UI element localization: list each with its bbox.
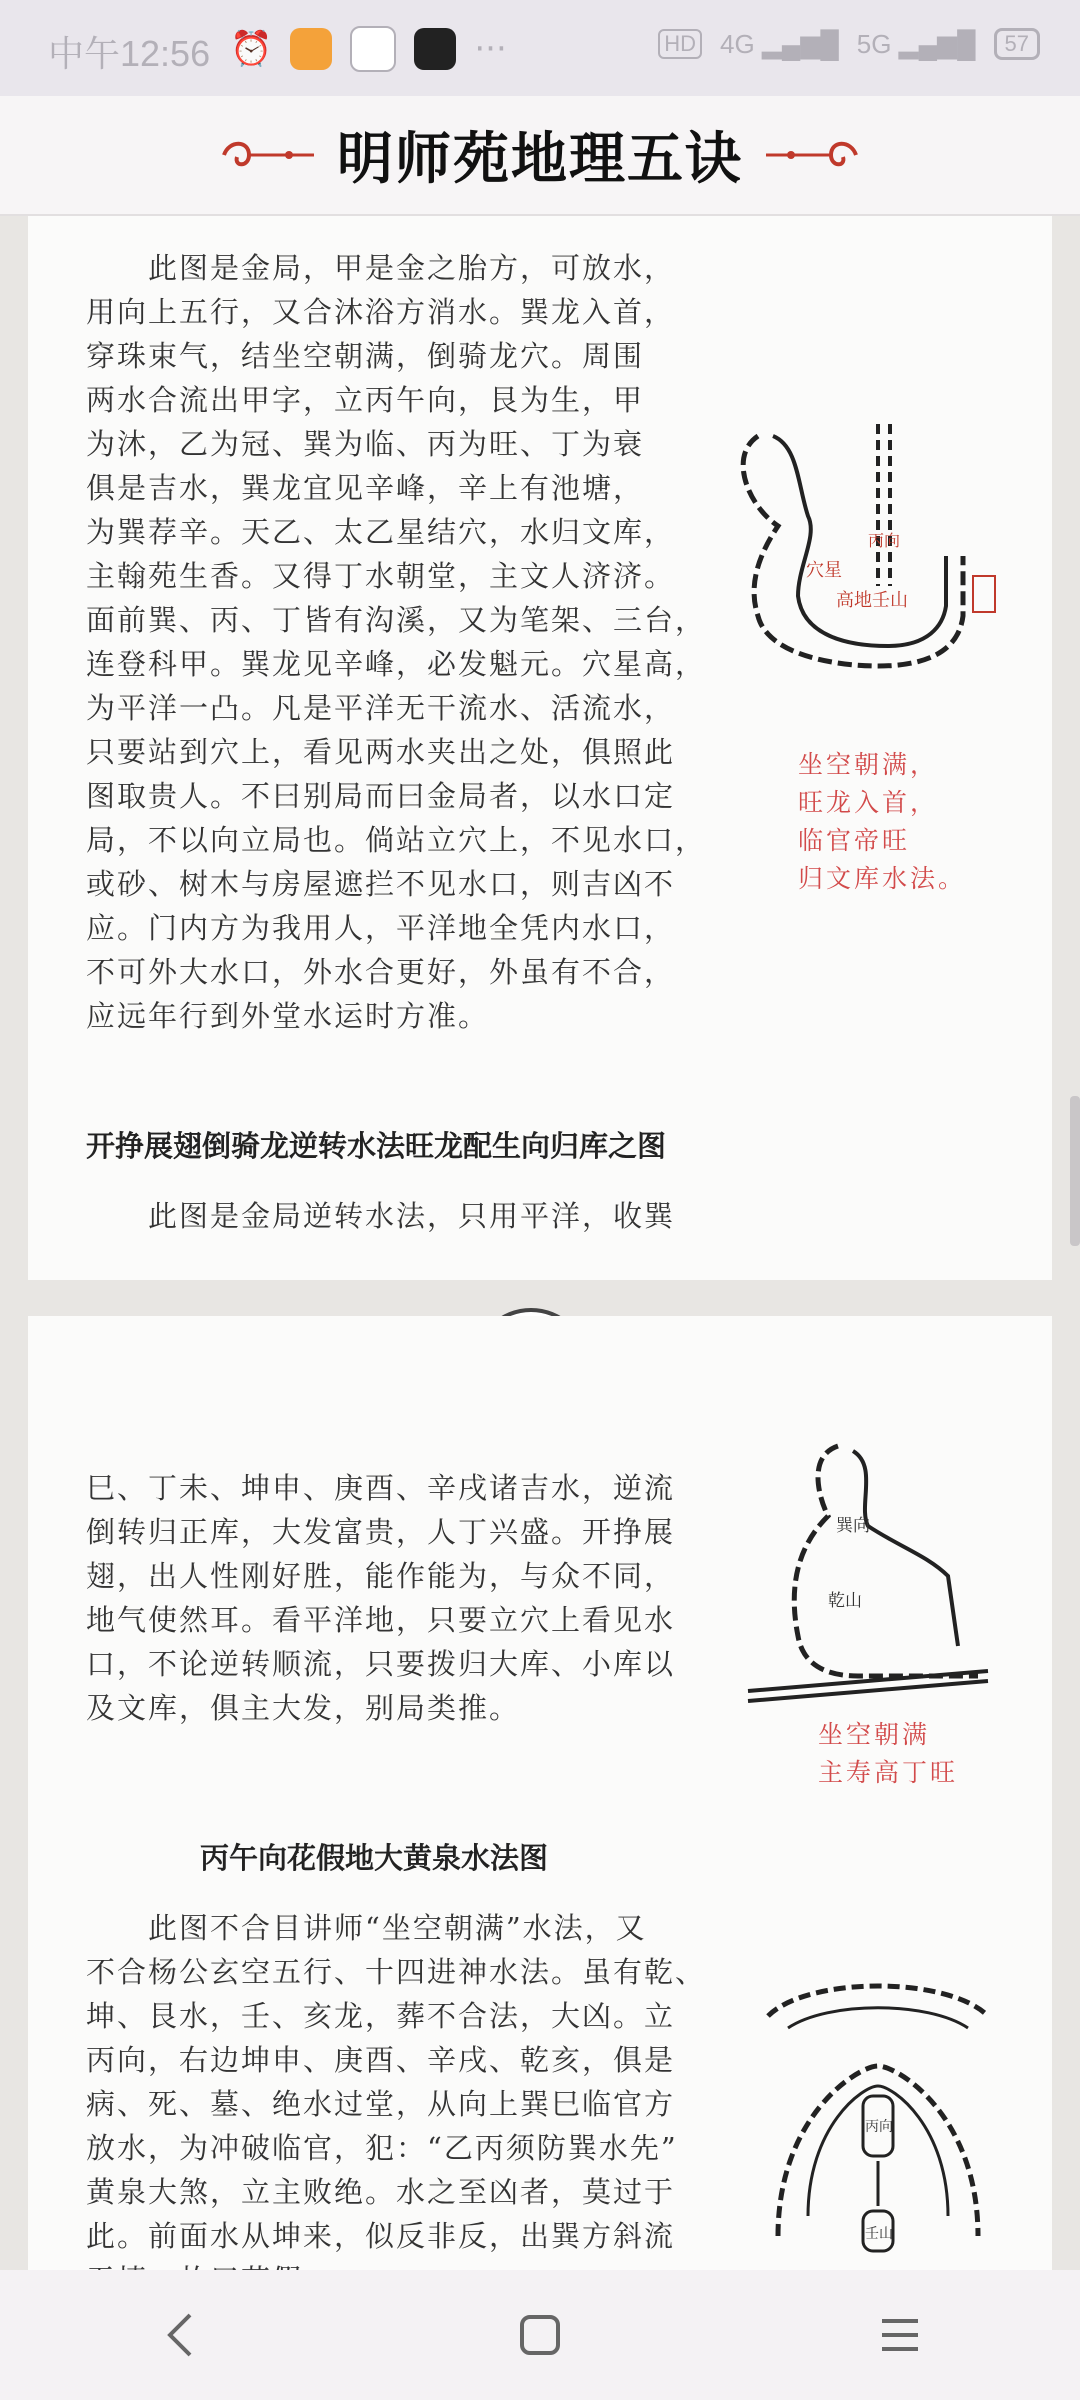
- paragraph-line: 放水，为冲破临官，犯：“乙丙须防巽水先”: [86, 2131, 678, 2165]
- paragraph-line: 穿珠束气，结坐空朝满，倒骑龙穴。周围: [86, 339, 645, 373]
- signal-5g-label: 5G: [856, 28, 892, 59]
- scrollbar-thumb[interactable]: [1070, 1096, 1080, 1246]
- paragraph-line: 用向上五行，又合沐浴方消水。巽龙入首，: [86, 295, 676, 329]
- paragraph-line: 翅，出人性刚好胜，能作能为，与众不同，: [86, 1559, 676, 1593]
- diagram2-caption: [818, 1716, 958, 1792]
- right-ornament-icon: [761, 135, 861, 175]
- home-icon: [518, 2313, 562, 2357]
- diagram-jinju: [718, 416, 1018, 716]
- home-app-icon: [350, 26, 396, 72]
- caption-line: 旺龙入首，: [798, 788, 939, 817]
- paragraph-line: 及文库，俱主大发，别局类推。: [86, 1691, 521, 1725]
- section-heading-1: 开挣展翅倒骑龙逆转水法旺龙配生向归库之图: [86, 1129, 667, 1163]
- paragraph-line: 倒转归正库，大发富贵，人丁兴盛。开挣展: [86, 1515, 676, 1549]
- paragraph-line: 图取贵人。不曰别局而曰金局者，以水口定: [86, 779, 676, 813]
- paragraph-line: 连登科甲。巽龙见辛峰，必发魁元。穴星高，: [86, 647, 707, 681]
- battery-level: 57: [1004, 31, 1029, 56]
- paragraph-line: 俱是吉水，巽龙宜见辛峰，辛上有池塘，: [86, 471, 645, 505]
- paragraph-line: 口，不论逆转顺流，只要拨归大库、小库以: [86, 1647, 676, 1681]
- section-heading-2: 丙午向花假地大黄泉水法图: [200, 1841, 549, 1875]
- caption-line: 主寿高丁旺: [818, 1758, 959, 1787]
- diagram-label-shan: 丙向: [868, 531, 901, 550]
- paragraph-line: 应。门内方为我用人，平洋地全凭内水口，: [86, 911, 676, 945]
- app-notification-icon: [290, 28, 332, 70]
- menu-button[interactable]: [840, 2290, 960, 2380]
- caption-line: 临官帝旺: [798, 826, 911, 855]
- reader-content[interactable]: [0, 216, 1080, 2270]
- signal-4g: 4G ▂▄▆█: [720, 28, 839, 59]
- battery-icon: [994, 28, 1040, 60]
- paragraph-line: 黄泉大煞，立主败绝。水之至凶者，莫过于: [86, 2175, 676, 2209]
- paragraph-jinju: [86, 246, 706, 1038]
- paragraph-line: 不可外大水口，外水合更好，外虽有不合，: [86, 955, 676, 989]
- paragraph-line: 主翰苑生香。又得丁水朝堂，主文人济济。: [86, 559, 676, 593]
- hd-badge: HD: [658, 29, 702, 59]
- paragraph-line: 两水合流出甲字，立丙午向，艮为生，甲: [86, 383, 645, 417]
- caption-line: 坐空朝满: [818, 1720, 931, 1749]
- system-nav-bar: [0, 2270, 1080, 2400]
- paragraph-line: 坤、艮水，壬、亥龙，葬不合法，大凶。立: [86, 1999, 676, 2033]
- left-ornament-icon: [219, 135, 319, 175]
- signal-5g: 5G ▂▄▆█: [856, 28, 976, 59]
- paragraph-line: 只要站到穴上，看见两水夹出之处，俱照此: [86, 735, 676, 769]
- notification-icons: [230, 26, 507, 72]
- diagram2-label-b: 乾山: [828, 1591, 862, 1611]
- diagram3-label-top: 丙向: [865, 2119, 893, 2135]
- paragraph-line: 不合杨公玄空五行、十四进神水法。虽有乾、: [86, 1955, 707, 1989]
- diagram-label-xue: 穴星: [806, 560, 842, 581]
- paragraph-tail: [86, 1194, 675, 1238]
- signal-4g-label: 4G: [720, 28, 755, 59]
- diagram-huangquan: [748, 1956, 1008, 2276]
- paragraph-line: 局，不以向立局也。倘站立穴上，不见水口，: [86, 823, 707, 857]
- paragraph-tail-line: 此图是金局逆转水法，只用平洋，收巽: [86, 1199, 676, 1233]
- paragraph-nizhuan: [86, 1466, 675, 1730]
- paragraph-line: 此。前面水从坤来，似反非反，出巽方斜流: [86, 2219, 676, 2253]
- paragraph-line: 应远年行到外堂水运时方准。: [86, 999, 490, 1033]
- paragraph-line: 丙向，右边坤申、庚酉、辛戌、乾亥，俱是: [86, 2043, 676, 2077]
- alarm-icon: ⏰: [230, 29, 273, 69]
- back-icon: [160, 2310, 200, 2360]
- page-title: 明师苑地理五诀: [337, 127, 743, 192]
- menu-icon: [878, 2315, 922, 2355]
- paragraph-line: 为沐，乙为冠、巽为临、丙为旺、丁为衰: [86, 427, 645, 461]
- status-right: [658, 28, 1040, 60]
- paragraph-line: 为巽荐辛。天乙、太乙星结穴，水归文库，: [86, 515, 676, 549]
- paragraph-line: 巳、丁未、坤申、庚酉、辛戌诸吉水，逆流: [86, 1471, 676, 1505]
- diagram-caption: [798, 746, 966, 898]
- caption-line: 归文库水法。: [798, 864, 967, 893]
- book-page-176: [28, 216, 1052, 1280]
- paragraph-line: 或砂、树木与房屋遮拦不见水口，则吉凶不: [86, 867, 676, 901]
- diagram-label-gaodi: 高地壬山: [836, 590, 908, 611]
- paragraph-line: 此图不合目讲师“坐空朝满”水法，又: [86, 1911, 647, 1945]
- home-button[interactable]: [480, 2290, 600, 2380]
- more-notifications-icon: ···: [474, 29, 507, 69]
- paragraph-line: 病、死、墓、绝水过堂，从向上巽巳临官方: [86, 2087, 676, 2121]
- book-page-177: [28, 1316, 1052, 2296]
- paragraph-line: 地气使然耳。看平洋地，只要立穴上看见水: [86, 1603, 676, 1637]
- app-header: [0, 96, 1080, 216]
- status-bar: [0, 0, 1080, 96]
- caption-line: 坐空朝满，: [798, 750, 939, 779]
- diagram-nizhuan: [728, 1436, 998, 1706]
- paragraph-line: 为平洋一凸。凡是平洋无干流水、活流水，: [86, 691, 676, 725]
- paragraph-line: 面前巽、丙、丁皆有沟溪，又为笔架、三台，: [86, 603, 707, 637]
- back-button[interactable]: [120, 2290, 240, 2380]
- paragraph-huangquan: [86, 1906, 706, 2302]
- paragraph-line: 此图是金局，甲是金之胎方，可放水，: [86, 251, 676, 285]
- status-time: 中午12:56: [48, 33, 211, 74]
- diagram2-label-a: 巽向: [836, 1516, 870, 1536]
- capcut-app-icon: [414, 28, 456, 70]
- diagram3-label-bottom: 壬山: [865, 2226, 893, 2242]
